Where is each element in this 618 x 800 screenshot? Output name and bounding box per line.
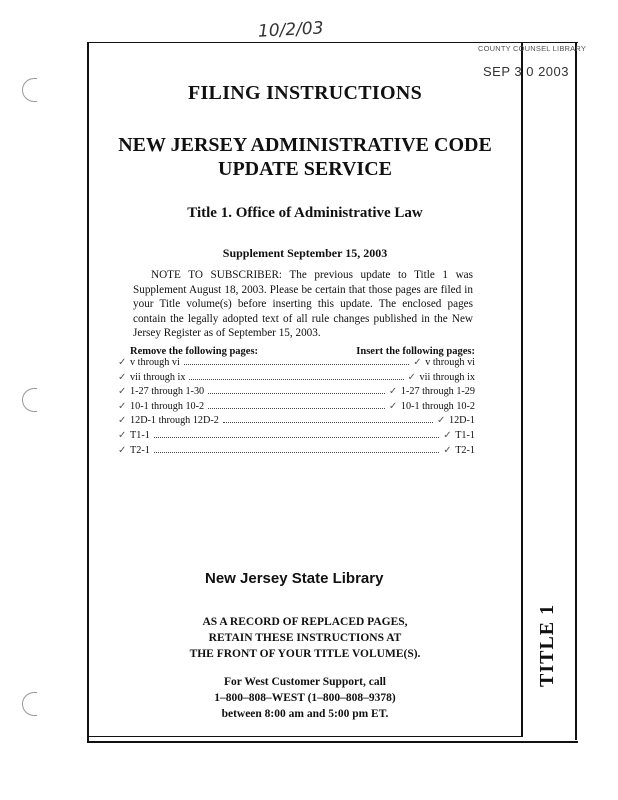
check-mark-icon: ✓	[388, 386, 398, 398]
table-row	[118, 415, 475, 430]
insert-cell: T2-1	[455, 444, 475, 456]
right-border	[575, 42, 577, 740]
handwritten-date: 10/2/03	[257, 18, 325, 42]
support-line-1: For West Customer Support, call	[224, 676, 386, 688]
remove-cell: T1-1	[130, 429, 150, 441]
insert-cell: T1-1	[455, 429, 475, 441]
support-line-3: between 8:00 am and 5:00 pm ET.	[221, 708, 389, 720]
check-mark-icon: ✓	[118, 415, 127, 427]
subtitle-line-1: NEW JERSEY ADMINISTRATIVE CODE	[118, 134, 492, 156]
check-mark-icon: ✓	[118, 429, 127, 441]
table-row	[118, 430, 475, 445]
remove-cell: 12D-1 through 12D-2	[130, 415, 219, 427]
insert-header: Insert the following pages:	[356, 346, 475, 357]
library-stamp: New Jersey State Library	[205, 570, 384, 587]
support-line-2: 1–800–808–WEST (1–800–808–9378)	[214, 692, 396, 704]
table-row	[118, 386, 475, 401]
table-row	[118, 357, 475, 372]
table-row	[118, 445, 475, 460]
bottom-rule	[87, 736, 523, 737]
check-mark-icon: ✓	[118, 357, 127, 368]
binder-hole-top	[22, 78, 37, 102]
check-mark-icon: ✓	[388, 400, 398, 412]
table-row	[118, 372, 475, 387]
check-mark-icon: ✓	[118, 444, 127, 456]
record-line-1: AS A RECORD OF REPLACED PAGES,	[202, 616, 408, 628]
check-mark-icon: ✓	[407, 371, 416, 383]
record-line-3: THE FRONT OF YOUR TITLE VOLUME(S).	[189, 648, 421, 660]
remove-cell: 1-27 through 1-30	[130, 386, 205, 398]
check-mark-icon: ✓	[443, 444, 452, 456]
insert-cell: vii through ix	[419, 371, 475, 383]
insert-cell: v through vi	[425, 357, 475, 368]
title-name: Title 1. Office of Administrative Law	[187, 205, 423, 221]
supplement-date: Supplement September 15, 2003	[222, 246, 388, 260]
side-tab-title: TITLE 1	[536, 603, 558, 687]
check-mark-icon: ✓	[118, 400, 127, 412]
check-mark-icon: ✓	[436, 415, 446, 427]
received-stamp-library: COUNTY COUNSEL LIBRARY	[478, 44, 587, 53]
insert-cell: 1-27 through 1-29	[400, 386, 475, 398]
insert-cell: 10-1 through 10-2	[400, 400, 475, 412]
remove-header: Remove the following pages:	[130, 346, 259, 357]
subtitle-line-2: UPDATE SERVICE	[218, 158, 392, 180]
binder-hole-bottom	[22, 692, 37, 716]
check-mark-icon: ✓	[443, 429, 452, 441]
remove-cell: v through vi	[130, 357, 180, 368]
remove-cell: T2-1	[130, 444, 150, 456]
page-title: FILING INSTRUCTIONS	[187, 82, 423, 104]
note-to-subscriber: NOTE TO SUBSCRIBER: The previous update to Title 1 was Supplement August 18, 2003. Please be certain that those pages are filed in your Title volume(s) before inserting this update. The enclosed pages contain the legally adopted text of all rule changes published in the New Jersey Register as of September 15, 2003.	[133, 269, 473, 340]
pages-table-header	[130, 346, 475, 357]
remove-cell: 10-1 through 10-2	[130, 400, 205, 412]
check-mark-icon: ✓	[118, 386, 127, 398]
received-stamp-date: SEP 3 0 2003	[483, 64, 569, 79]
pages-table	[118, 346, 475, 459]
table-row	[118, 401, 475, 416]
check-mark-icon: ✓	[413, 357, 422, 368]
remove-cell: vii through ix	[130, 371, 186, 383]
insert-cell: 12D-1	[448, 415, 475, 427]
binder-hole-middle	[22, 388, 37, 412]
record-line-2: RETAIN THESE INSTRUCTIONS AT	[208, 632, 402, 644]
check-mark-icon: ✓	[118, 371, 127, 383]
